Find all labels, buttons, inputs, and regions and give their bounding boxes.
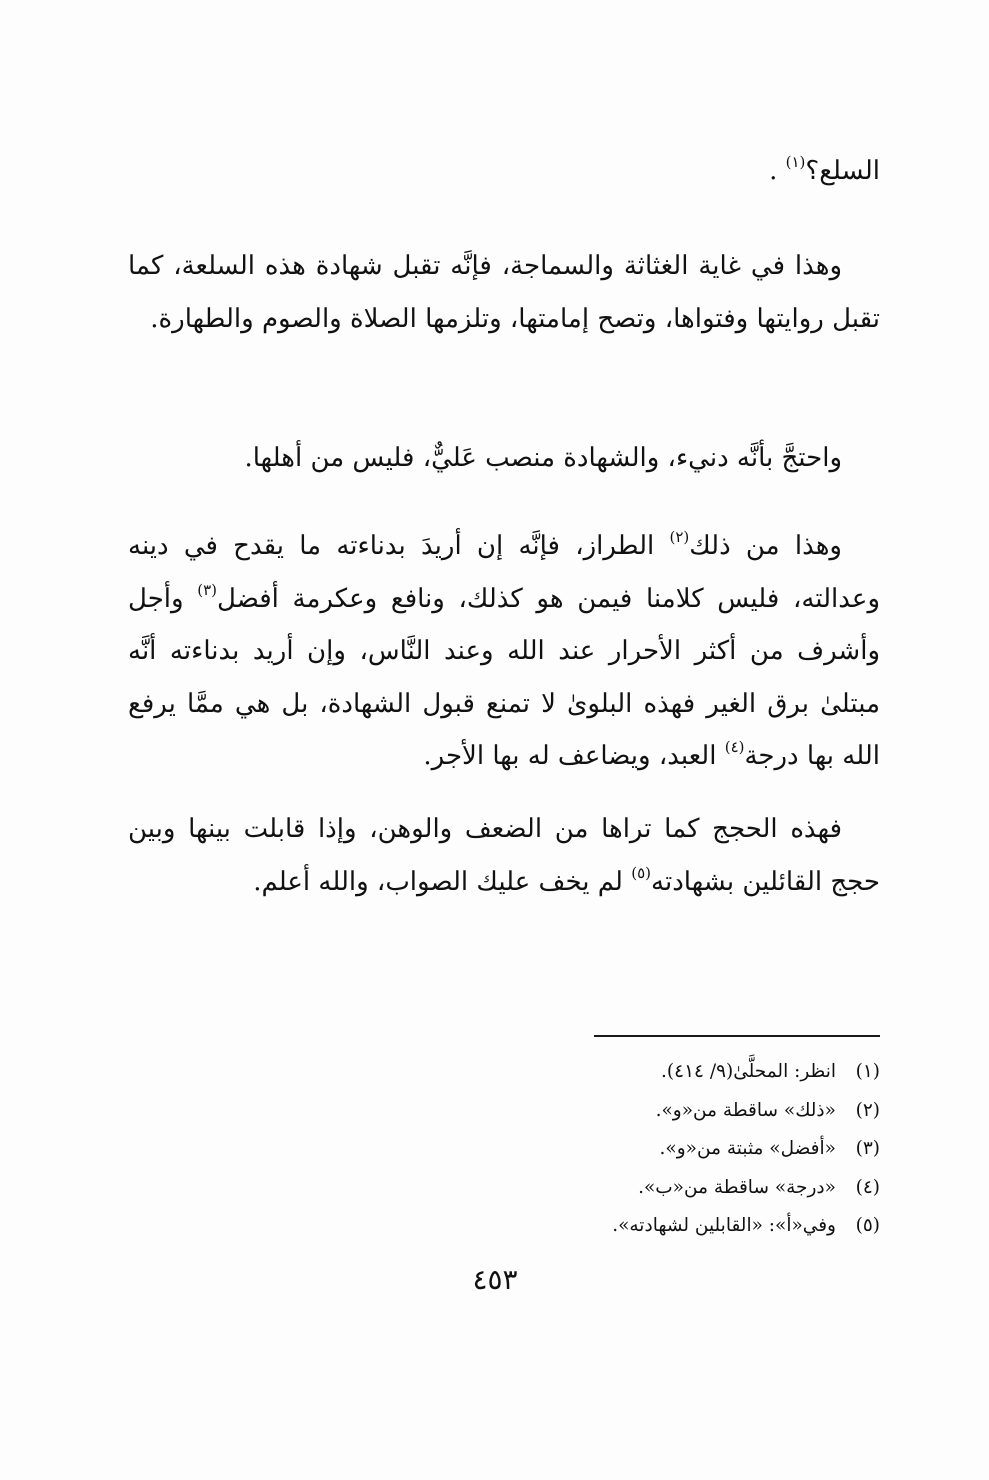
footnote-2 bbox=[450, 1092, 880, 1131]
footnote-text: «أفضل» مثبتة من«و». bbox=[659, 1138, 836, 1159]
paragraph-3-part-a: وهذا من ذلك bbox=[689, 531, 842, 561]
footnote-separator bbox=[594, 1035, 880, 1037]
paragraph-3-part-d: العبد، ويضاعف له بها الأجر. bbox=[423, 741, 725, 772]
footnote-text: «ذلك» ساقطة من«و». bbox=[655, 1099, 836, 1121]
paragraph-4-part-b: لم يخف عليك الصواب، والله أعلم. bbox=[253, 866, 632, 897]
footnote-ref-4: (٤) bbox=[724, 738, 745, 757]
footnote-text: وفي«أ»: «القابلين لشهادته». bbox=[612, 1215, 836, 1236]
paragraph-4-text bbox=[128, 803, 880, 908]
footnote-1 bbox=[450, 1053, 880, 1092]
paragraph-3 bbox=[128, 520, 880, 783]
paragraph-4 bbox=[128, 803, 880, 908]
paragraph-4-part-a: فهذه الحجج كما تراها من الضعف والوهن، وإذا قابلت بينها وبين حجج القائلين بشهادته bbox=[128, 814, 880, 897]
footnote-number: (٢) bbox=[855, 1099, 880, 1121]
paragraph-0-end: . bbox=[769, 156, 786, 186]
footnote-3 bbox=[450, 1130, 880, 1169]
footnote-5 bbox=[450, 1207, 880, 1246]
footnote-ref-5: (٥) bbox=[631, 863, 652, 882]
paragraph-3-part-c: وأجل وأشرف من أكثر الأحرار عند الله وعند النَّاس، وإن أريد بدناءته أنَّه مبتلىٰ برق الغير فهذه البلوىٰ لا تمنع قبول الشهادة، بل هي ممَّا يرفع الله بها درجة bbox=[128, 583, 880, 772]
paragraph-0-text bbox=[128, 145, 880, 198]
footnote-4 bbox=[450, 1169, 880, 1208]
footnote-number: (١) bbox=[855, 1061, 880, 1082]
footnote-number: (٣) bbox=[855, 1138, 880, 1159]
footnote-ref-2: (٢) bbox=[669, 528, 690, 546]
paragraph-3-part-b: الطراز، فإنَّه إن أريدَ بدناءته ما يقدح في دينه وعدالته، فليس كلامنا فيمن هو كذلك، ونافع وعكرمة أفضل bbox=[128, 531, 880, 614]
paragraph-0-body: السلع؟ bbox=[805, 156, 880, 186]
footnote-number: (٥) bbox=[855, 1215, 880, 1236]
paragraph-0 bbox=[128, 145, 880, 198]
paragraph-2 bbox=[128, 432, 880, 485]
footnote-ref-3: (٣) bbox=[197, 580, 217, 599]
footnote-text: «درجة» ساقطة من«ب». bbox=[638, 1176, 836, 1198]
paragraph-2-text: واحتجَّ بأنَّه دنيء، والشهادة منصب عَليٌّ، فليس من أهلها. bbox=[244, 443, 842, 473]
footnote-number: (٤) bbox=[855, 1176, 880, 1198]
paragraph-1 bbox=[128, 240, 880, 345]
page-number: ٤٥٣ bbox=[472, 1263, 518, 1296]
paragraph-3-text bbox=[128, 520, 880, 783]
footnotes bbox=[450, 1053, 880, 1246]
footnote-text: انظر: المحلَّىٰ(٩/ ٤١٤). bbox=[661, 1061, 836, 1082]
footnote-ref-1: (١) bbox=[785, 153, 806, 171]
paragraph-1-text: وهذا في غاية الغثاثة والسماجة، فإنَّه تقبل شهادة هذه السلعة، كما تقبل روايتها وفتواها، وتصح إمامتها، وتلزمها الصلاة والصوم والطهارة. bbox=[128, 251, 880, 334]
